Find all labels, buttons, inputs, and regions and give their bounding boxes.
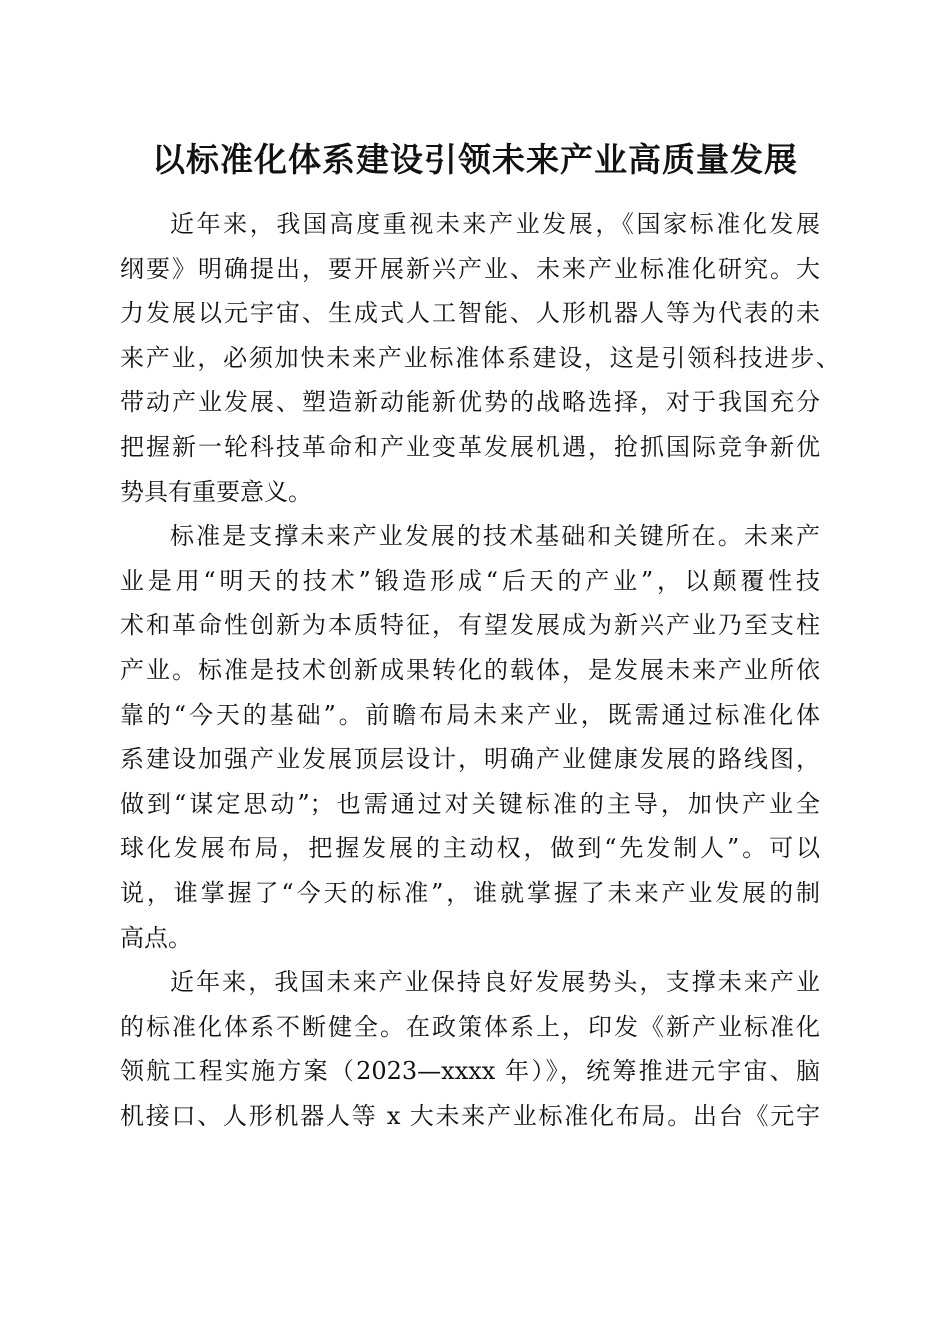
text-line: 业是用“明天的技术”锻造形成“后天的产业”，以颠覆性技 — [120, 566, 820, 595]
text-line: 势具有重要意义。 — [120, 477, 312, 506]
text-line: 系建设加强产业发展顶层设计，明确产业健康发展的路线图， — [120, 745, 820, 774]
text-line: 纲要》明确提出，要开展新兴产业、未来产业标准化研究。大 — [120, 254, 820, 283]
text-line: 来产业，必须加快未来产业标准体系建设，这是引领科技进步、 — [120, 343, 840, 372]
text-line: 高点。 — [120, 923, 192, 952]
text-line: 带动产业发展、塑造新动能新优势的战略选择，对于我国充分 — [120, 388, 820, 417]
text-line: 靠的“今天的基础”。前瞻布局未来产业，既需通过标准化体 — [120, 700, 820, 729]
text-line: 产业。标准是技术创新成果转化的载体，是发展未来产业所依 — [120, 655, 820, 684]
paragraph-1 — [120, 202, 840, 514]
text-line: 力发展以元宇宙、生成式人工智能、人形机器人等为代表的未 — [120, 299, 820, 328]
text-line: 说，谁掌握了“今天的标准”，谁就掌握了未来产业发展的制 — [120, 878, 820, 907]
text-line: 标准是支撑未来产业发展的技术基础和关键所在。未来产 — [170, 522, 820, 551]
text-line: 机接口、人形机器人等 x 大未来产业标准化布局。出台《元宇 — [120, 1101, 820, 1130]
text-line: 近年来，我国未来产业保持良好发展势头，支撑未来产业 — [170, 968, 820, 997]
paragraph-2 — [120, 514, 820, 960]
text-line: 近年来，我国高度重视未来产业发展，《国家标准化发展 — [170, 210, 820, 238]
paragraph-3 — [120, 960, 820, 1138]
text-line: 把握新一轮科技革命和产业变革发展机遇，抢抓国际竞争新优 — [120, 432, 820, 461]
document-body — [120, 202, 840, 1138]
text-line: 术和革命性创新为本质特征，有望发展成为新兴产业乃至支柱 — [120, 611, 820, 640]
text-line: 的标准化体系不断健全。在政策体系上，印发《新产业标准化 — [120, 1012, 820, 1041]
text-line: 球化发展布局，把握发展的主动权，做到“先发制人”。可以 — [120, 834, 820, 863]
document-title: 以标准化体系建设引领未来产业高质量发展 — [152, 140, 798, 179]
text-line: 做到“谋定思动”；也需通过对关键标准的主导，加快产业全 — [120, 789, 820, 818]
text-line: 领航工程实施方案（2023—xxxx 年）》，统筹推进元宇宙、脑 — [120, 1057, 820, 1086]
